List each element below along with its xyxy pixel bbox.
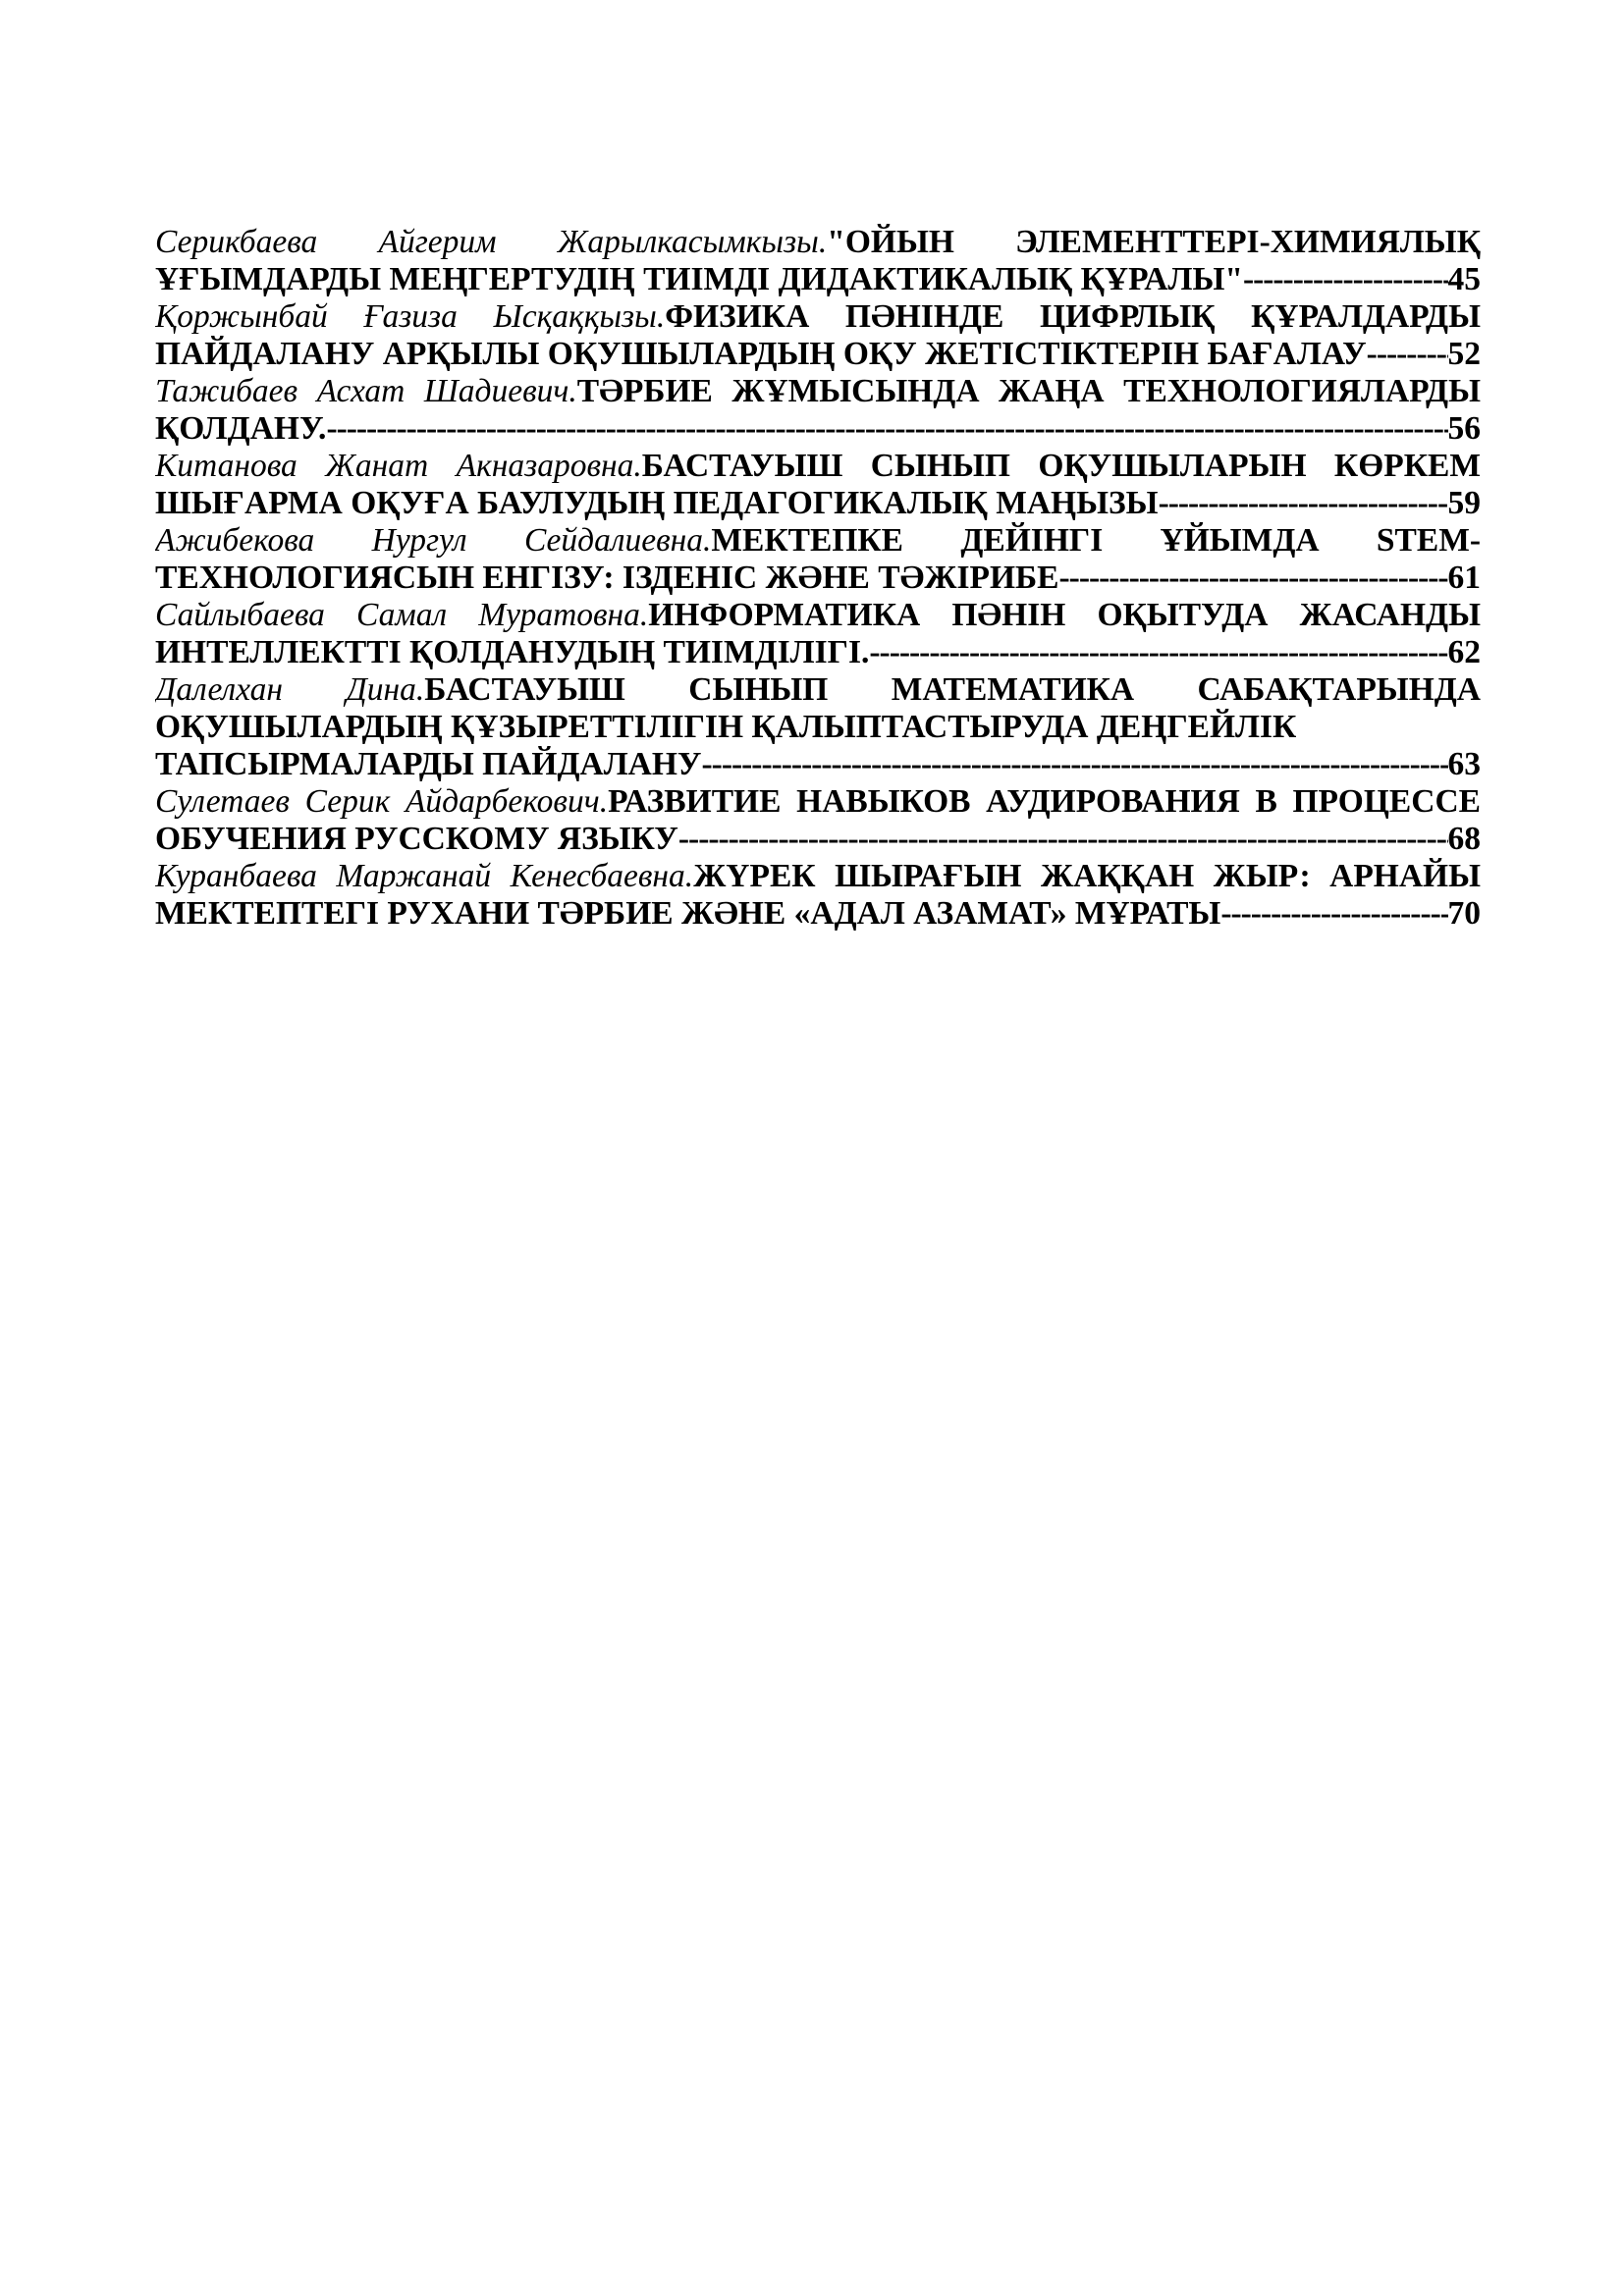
toc-page-number: 63 — [1447, 746, 1481, 782]
toc-entry-first-line — [155, 448, 1481, 485]
toc-entry-last-line — [155, 410, 1481, 448]
toc-title: ЖҮРЕК ШЫРАҒЫН ЖАҚҚАН ЖЫР: АРНАЙЫ — [693, 858, 1481, 894]
toc-entry-last-line — [155, 261, 1481, 298]
toc-entry-last-line — [155, 485, 1481, 522]
toc-author: Куранбаева Маржанай Кенесбаевна. — [155, 858, 694, 894]
toc-title: МЕКТЕПТЕГІ РУХАНИ ТӘРБИЕ ЖӘНЕ «АДАЛ АЗАМАТ» МҰРАТЫ — [155, 895, 1221, 932]
toc-author: Сайлыбаева Самал Муратовна. — [155, 597, 649, 633]
toc-entry — [155, 298, 1481, 373]
toc-page-number: 70 — [1447, 895, 1481, 932]
toc-entry — [155, 783, 1481, 858]
dot-leader — [1243, 261, 1448, 298]
toc-author: Сулетаев Серик Айдарбекович. — [155, 783, 609, 820]
toc-author: Ажибекова Нургул Сейдалиевна. — [155, 522, 712, 559]
dot-leader — [1059, 560, 1448, 597]
toc-page-number: 45 — [1447, 261, 1481, 297]
toc-entry-middle-line — [155, 709, 1481, 746]
toc-title: ИНТЕЛЛЕКТТІ ҚОЛДАНУДЫҢ ТИІМДІЛІГІ. — [155, 634, 870, 670]
toc-author: Тажибаев Асхат Шадиевич. — [155, 373, 577, 409]
toc-entry-first-line — [155, 522, 1481, 560]
toc-page-number: 68 — [1447, 821, 1481, 857]
toc-entry-last-line — [155, 895, 1481, 933]
toc-title: "ОЙЫН ЭЛЕМЕНТТЕРІ-ХИМИЯЛЫҚ — [827, 224, 1481, 260]
toc-title: ПАЙДАЛАНУ АРҚЫЛЫ ОҚУШЫЛАРДЫҢ ОҚУ ЖЕТІСТІКТЕРІН БАҒАЛАУ — [155, 336, 1367, 372]
toc-title: ИНФОРМАТИКА ПӘНІН ОҚЫТУДА ЖАСАНДЫ — [648, 597, 1481, 633]
toc-title: РАЗВИТИЕ НАВЫКОВ АУДИРОВАНИЯ В ПРОЦЕССЕ — [608, 783, 1481, 820]
toc-page-number: 62 — [1447, 634, 1481, 670]
toc-title: ФИЗИКА ПӘНІНДЕ ЦИФРЛЫҚ ҚҰРАЛДАРДЫ — [665, 298, 1481, 335]
dot-leader — [326, 410, 1447, 448]
toc-entry-last-line — [155, 634, 1481, 671]
dot-leader — [869, 634, 1447, 671]
toc-title: МЕКТЕПКЕ ДЕЙІНГІ ҰЙЫМДА STEM- — [711, 522, 1481, 559]
toc-author: Серикбаева Айгерим Жарылкасымкызы. — [155, 224, 828, 260]
toc-entry-last-line — [155, 746, 1481, 783]
toc-page-number: 61 — [1447, 560, 1481, 596]
toc-entry — [155, 373, 1481, 448]
dot-leader — [702, 746, 1448, 783]
toc-entry-first-line — [155, 671, 1481, 709]
toc-title: ШЫҒАРМА ОҚУҒА БАУЛУДЫҢ ПЕДАГОГИКАЛЫҚ МАҢЫЗЫ — [155, 485, 1159, 521]
toc-entry-first-line — [155, 224, 1481, 261]
toc-entry — [155, 448, 1481, 522]
toc-entry-first-line — [155, 298, 1481, 336]
toc-title: БАСТАУЫШ СЫНЫП МАТЕМАТИКА САБАҚТАРЫНДА — [424, 671, 1481, 708]
dot-leader — [1159, 485, 1448, 522]
toc-entry-first-line — [155, 597, 1481, 634]
toc-title: ТӘРБИЕ ЖҰМЫСЫНДА ЖАҢА ТЕХНОЛОГИЯЛАРДЫ — [576, 373, 1481, 409]
toc-entry-first-line — [155, 373, 1481, 410]
toc-entry-last-line — [155, 821, 1481, 858]
dot-leader — [1367, 336, 1448, 373]
dot-leader — [1220, 895, 1447, 933]
toc-page-number: 52 — [1447, 336, 1481, 372]
toc-page-number: 59 — [1447, 485, 1481, 521]
toc-entry — [155, 224, 1481, 298]
toc-author: Далелхан Дина. — [155, 671, 425, 708]
toc-title: БАСТАУЫШ СЫНЫП ОҚУШЫЛАРЫН КӨРКЕМ — [641, 448, 1481, 484]
table-of-contents — [155, 224, 1481, 933]
dot-leader — [678, 821, 1448, 858]
toc-entry — [155, 522, 1481, 597]
toc-entry-last-line — [155, 336, 1481, 373]
toc-page-number: 56 — [1447, 410, 1481, 447]
toc-entry-last-line — [155, 560, 1481, 597]
toc-title: ОҚУШЫЛАРДЫҢ ҚҰЗЫРЕТТІЛІГІН ҚАЛЫПТАСТЫРУДА ДЕҢГЕЙЛІК — [155, 709, 1297, 745]
toc-author: Қоржынбай Ғазиза Ысқаққызы. — [155, 298, 666, 335]
toc-entry — [155, 597, 1481, 671]
toc-entry-first-line — [155, 858, 1481, 895]
toc-title: ҚОЛДАНУ. — [155, 410, 327, 447]
toc-entry-first-line — [155, 783, 1481, 821]
toc-author: Китанова Жанат Акназаровна. — [155, 448, 642, 484]
toc-title: ТЕХНОЛОГИЯСЫН ЕНГІЗУ: ІЗДЕНІС ЖӘНЕ ТӘЖІРИБЕ — [155, 560, 1059, 596]
toc-entry — [155, 671, 1481, 783]
toc-title: ОБУЧЕНИЯ РУССКОМУ ЯЗЫКУ — [155, 821, 678, 857]
toc-entry — [155, 858, 1481, 933]
toc-title: ҰҒЫМДАРДЫ МЕҢГЕРТУДІҢ ТИІМДІ ДИДАКТИКАЛЫҚ ҚҰРАЛЫ" — [155, 261, 1243, 297]
toc-title: ТАПСЫРМАЛАРДЫ ПАЙДАЛАНУ — [155, 746, 702, 782]
